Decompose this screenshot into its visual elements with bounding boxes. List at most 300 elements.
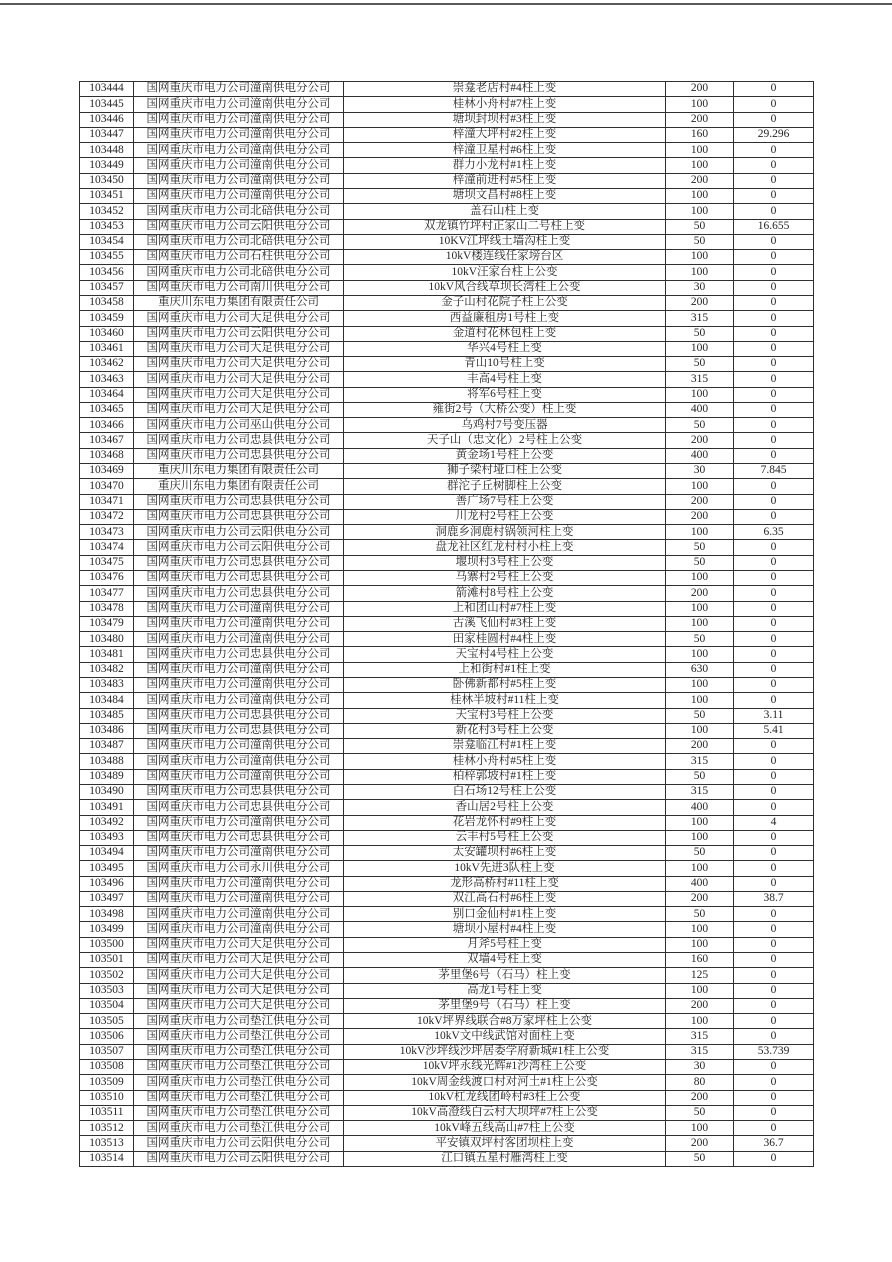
cell-id: 103487 xyxy=(80,739,134,754)
cell-name: 金子山村花院子柱上公变 xyxy=(344,295,666,310)
table-row xyxy=(80,464,814,479)
cell-capacity: 50 xyxy=(666,1151,734,1166)
cell-company: 国网重庆市电力公司潼南供电分公司 xyxy=(134,769,344,784)
table-row xyxy=(80,647,814,662)
cell-value: 0 xyxy=(734,846,814,861)
cell-company: 国网重庆市电力公司云阳供电分公司 xyxy=(134,525,344,540)
table-row xyxy=(80,800,814,815)
cell-name: 上和街村#1柱上变 xyxy=(344,662,666,677)
cell-company: 国网重庆市电力公司北碚供电分公司 xyxy=(134,204,344,219)
cell-company: 国网重庆市电力公司潼南供电分公司 xyxy=(134,97,344,112)
cell-id: 103491 xyxy=(80,800,134,815)
cell-name: 梓潼大坪村#2柱上变 xyxy=(344,127,666,142)
table-row xyxy=(80,280,814,295)
cell-id: 103449 xyxy=(80,158,134,173)
cell-value: 0 xyxy=(734,418,814,433)
cell-id: 103486 xyxy=(80,723,134,738)
cell-capacity: 630 xyxy=(666,662,734,677)
cell-id: 103514 xyxy=(80,1151,134,1166)
cell-company: 国网重庆市电力公司垫江供电分公司 xyxy=(134,1014,344,1029)
cell-company: 国网重庆市电力公司潼南供电分公司 xyxy=(134,662,344,677)
table-row xyxy=(80,693,814,708)
cell-id: 103500 xyxy=(80,937,134,952)
cell-capacity: 50 xyxy=(666,846,734,861)
cell-id: 103451 xyxy=(80,188,134,203)
cell-capacity: 400 xyxy=(666,876,734,891)
table-row xyxy=(80,937,814,952)
cell-company: 国网重庆市电力公司潼南供电分公司 xyxy=(134,616,344,631)
cell-name: 桂林小舟村#7柱上变 xyxy=(344,97,666,112)
table-row xyxy=(80,372,814,387)
table-row xyxy=(80,739,814,754)
cell-value: 0 xyxy=(734,922,814,937)
cell-company: 国网重庆市电力公司垫江供电分公司 xyxy=(134,1060,344,1075)
cell-capacity: 100 xyxy=(666,158,734,173)
cell-capacity: 160 xyxy=(666,127,734,142)
cell-value: 0 xyxy=(734,372,814,387)
cell-company: 国网重庆市电力公司永川供电分公司 xyxy=(134,861,344,876)
cell-value: 0 xyxy=(734,1090,814,1105)
cell-name: 古溪飞仙村#3柱上变 xyxy=(344,616,666,631)
cell-id: 103488 xyxy=(80,754,134,769)
cell-id: 103470 xyxy=(80,479,134,494)
cell-company: 国网重庆市电力公司潼南供电分公司 xyxy=(134,173,344,188)
cell-company: 国网重庆市电力公司云阳供电分公司 xyxy=(134,219,344,234)
cell-capacity: 100 xyxy=(666,188,734,203)
cell-name: 平安镇双坪村客团坝柱上变 xyxy=(344,1136,666,1151)
cell-id: 103497 xyxy=(80,891,134,906)
cell-id: 103468 xyxy=(80,448,134,463)
cell-name: 华兴4号柱上变 xyxy=(344,341,666,356)
cell-company: 国网重庆市电力公司忠县供电分公司 xyxy=(134,448,344,463)
cell-id: 103498 xyxy=(80,907,134,922)
table-row xyxy=(80,158,814,173)
cell-name: 茅里堡6号（石马）柱上变 xyxy=(344,968,666,983)
cell-value: 0 xyxy=(734,769,814,784)
cell-value: 0 xyxy=(734,97,814,112)
table-row xyxy=(80,662,814,677)
table-row xyxy=(80,1075,814,1090)
cell-value: 0 xyxy=(734,739,814,754)
cell-company: 国网重庆市电力公司垫江供电分公司 xyxy=(134,1105,344,1120)
cell-id: 103504 xyxy=(80,998,134,1013)
table-row xyxy=(80,97,814,112)
table-row xyxy=(80,525,814,540)
cell-capacity: 315 xyxy=(666,1044,734,1059)
cell-capacity: 200 xyxy=(666,295,734,310)
cell-name: 梓潼卫星村#6柱上变 xyxy=(344,143,666,158)
cell-capacity: 50 xyxy=(666,418,734,433)
cell-name: 桂林小舟村#5柱上变 xyxy=(344,754,666,769)
cell-id: 103480 xyxy=(80,632,134,647)
cell-value: 0 xyxy=(734,968,814,983)
table-row xyxy=(80,1105,814,1120)
table-row xyxy=(80,907,814,922)
cell-capacity: 315 xyxy=(666,754,734,769)
cell-name: 塘坝封坝村#3柱上变 xyxy=(344,112,666,127)
cell-value: 0 xyxy=(734,876,814,891)
cell-id: 103460 xyxy=(80,326,134,341)
cell-name: 卧佛新都村#5柱上变 xyxy=(344,677,666,692)
cell-capacity: 30 xyxy=(666,464,734,479)
page-top-edge xyxy=(0,3,892,5)
cell-name: 江口镇五星村雁湾柱上变 xyxy=(344,1151,666,1166)
cell-value: 0 xyxy=(734,112,814,127)
cell-capacity: 200 xyxy=(666,494,734,509)
table-row xyxy=(80,983,814,998)
table-row xyxy=(80,250,814,265)
table-row xyxy=(80,509,814,524)
cell-capacity: 100 xyxy=(666,922,734,937)
cell-value: 0 xyxy=(734,479,814,494)
table-row xyxy=(80,357,814,372)
cell-name: 柏梓郭坡村#1柱上变 xyxy=(344,769,666,784)
cell-value: 0 xyxy=(734,158,814,173)
cell-value: 0 xyxy=(734,1105,814,1120)
cell-id: 103492 xyxy=(80,815,134,830)
cell-capacity: 100 xyxy=(666,250,734,265)
table-row xyxy=(80,632,814,647)
cell-company: 国网重庆市电力公司忠县供电分公司 xyxy=(134,784,344,799)
table-row xyxy=(80,494,814,509)
cell-value: 0 xyxy=(734,861,814,876)
cell-value: 0 xyxy=(734,494,814,509)
cell-capacity: 400 xyxy=(666,448,734,463)
cell-company: 国网重庆市电力公司大足供电分公司 xyxy=(134,311,344,326)
cell-name: 崇龛临江村#1柱上变 xyxy=(344,739,666,754)
cell-id: 103507 xyxy=(80,1044,134,1059)
cell-company: 国网重庆市电力公司潼南供电分公司 xyxy=(134,188,344,203)
cell-id: 103471 xyxy=(80,494,134,509)
cell-value: 6.35 xyxy=(734,525,814,540)
cell-value: 0 xyxy=(734,677,814,692)
cell-company: 国网重庆市电力公司潼南供电分公司 xyxy=(134,922,344,937)
cell-capacity: 400 xyxy=(666,402,734,417)
cell-name: 白石场12号柱上公变 xyxy=(344,784,666,799)
cell-value: 0 xyxy=(734,953,814,968)
cell-value: 7.845 xyxy=(734,464,814,479)
cell-value: 5.41 xyxy=(734,723,814,738)
cell-capacity: 50 xyxy=(666,632,734,647)
cell-capacity: 50 xyxy=(666,357,734,372)
cell-company: 国网重庆市电力公司潼南供电分公司 xyxy=(134,632,344,647)
cell-name: 西益廉租房1号柱上变 xyxy=(344,311,666,326)
table-row xyxy=(80,219,814,234)
cell-company: 国网重庆市电力公司忠县供电分公司 xyxy=(134,830,344,845)
cell-value: 3.11 xyxy=(734,708,814,723)
cell-id: 103512 xyxy=(80,1121,134,1136)
cell-value: 0 xyxy=(734,937,814,952)
table-row xyxy=(80,677,814,692)
table-row xyxy=(80,555,814,570)
cell-value: 0 xyxy=(734,1075,814,1090)
cell-capacity: 100 xyxy=(666,830,734,845)
cell-id: 103450 xyxy=(80,173,134,188)
cell-company: 国网重庆市电力公司潼南供电分公司 xyxy=(134,846,344,861)
cell-name: 黄金场1号柱上公变 xyxy=(344,448,666,463)
cell-company: 国网重庆市电力公司潼南供电分公司 xyxy=(134,739,344,754)
cell-value: 0 xyxy=(734,250,814,265)
cell-value: 0 xyxy=(734,586,814,601)
table-row xyxy=(80,586,814,601)
table-row xyxy=(80,571,814,586)
cell-value: 0 xyxy=(734,1014,814,1029)
cell-capacity: 200 xyxy=(666,112,734,127)
cell-value: 0 xyxy=(734,784,814,799)
cell-company: 国网重庆市电力公司潼南供电分公司 xyxy=(134,601,344,616)
cell-value: 0 xyxy=(734,311,814,326)
table-row xyxy=(80,708,814,723)
table-row xyxy=(80,784,814,799)
cell-value: 38.7 xyxy=(734,891,814,906)
cell-value: 0 xyxy=(734,632,814,647)
cell-company: 国网重庆市电力公司忠县供电分公司 xyxy=(134,723,344,738)
cell-capacity: 200 xyxy=(666,82,734,97)
table-row xyxy=(80,754,814,769)
cell-company: 国网重庆市电力公司大足供电分公司 xyxy=(134,387,344,402)
cell-id: 103454 xyxy=(80,234,134,249)
cell-name: 双墙4号柱上变 xyxy=(344,953,666,968)
cell-name: 群力小龙村#1柱上变 xyxy=(344,158,666,173)
cell-name: 上和团山村#7柱上变 xyxy=(344,601,666,616)
cell-company: 国网重庆市电力公司大足供电分公司 xyxy=(134,341,344,356)
table-row xyxy=(80,830,814,845)
cell-name: 花岩龙怀村#9柱上变 xyxy=(344,815,666,830)
cell-company: 国网重庆市电力公司云阳供电分公司 xyxy=(134,540,344,555)
cell-capacity: 100 xyxy=(666,616,734,631)
cell-id: 103463 xyxy=(80,372,134,387)
cell-company: 国网重庆市电力公司垫江供电分公司 xyxy=(134,1121,344,1136)
cell-name: 别口金仙村#1柱上变 xyxy=(344,907,666,922)
cell-value: 0 xyxy=(734,280,814,295)
cell-capacity: 100 xyxy=(666,861,734,876)
cell-value: 0 xyxy=(734,173,814,188)
cell-capacity: 50 xyxy=(666,708,734,723)
table-row xyxy=(80,295,814,310)
table-row xyxy=(80,723,814,738)
cell-capacity: 200 xyxy=(666,998,734,1013)
cell-capacity: 50 xyxy=(666,555,734,570)
cell-value: 0 xyxy=(734,1060,814,1075)
cell-capacity: 200 xyxy=(666,173,734,188)
cell-company: 国网重庆市电力公司忠县供电分公司 xyxy=(134,647,344,662)
cell-company: 国网重庆市电力公司大足供电分公司 xyxy=(134,402,344,417)
cell-name: 10kV汪家台柱上公变 xyxy=(344,265,666,280)
cell-name: 箭滩村8号柱上公变 xyxy=(344,586,666,601)
table-row xyxy=(80,1060,814,1075)
cell-company: 重庆川东电力集团有限责任公司 xyxy=(134,464,344,479)
table-row xyxy=(80,112,814,127)
cell-value: 0 xyxy=(734,693,814,708)
table-row xyxy=(80,234,814,249)
cell-value: 0 xyxy=(734,341,814,356)
cell-capacity: 100 xyxy=(666,1121,734,1136)
cell-value: 0 xyxy=(734,1029,814,1044)
cell-company: 国网重庆市电力公司石柱供电分公司 xyxy=(134,250,344,265)
transformer-table xyxy=(79,81,814,1167)
cell-name: 崇龛老店村#4柱上变 xyxy=(344,82,666,97)
cell-id: 103493 xyxy=(80,830,134,845)
cell-capacity: 50 xyxy=(666,907,734,922)
table-row xyxy=(80,418,814,433)
table-row xyxy=(80,601,814,616)
table-row xyxy=(80,1029,814,1044)
cell-company: 重庆川东电力集团有限责任公司 xyxy=(134,295,344,310)
cell-name: 青山10号柱上变 xyxy=(344,357,666,372)
cell-name: 桂林半坡村#11柱上变 xyxy=(344,693,666,708)
cell-id: 103490 xyxy=(80,784,134,799)
cell-name: 梓潼前进村#5柱上变 xyxy=(344,173,666,188)
table-body xyxy=(80,82,814,1167)
cell-value: 0 xyxy=(734,82,814,97)
cell-capacity: 100 xyxy=(666,143,734,158)
cell-company: 国网重庆市电力公司巫山供电分公司 xyxy=(134,418,344,433)
cell-id: 103469 xyxy=(80,464,134,479)
table-row xyxy=(80,891,814,906)
table-row xyxy=(80,1151,814,1166)
cell-id: 103477 xyxy=(80,586,134,601)
cell-name: 金道村花林包柱上变 xyxy=(344,326,666,341)
cell-capacity: 315 xyxy=(666,1029,734,1044)
cell-id: 103458 xyxy=(80,295,134,310)
cell-value: 0 xyxy=(734,188,814,203)
cell-company: 国网重庆市电力公司垫江供电分公司 xyxy=(134,1075,344,1090)
cell-capacity: 315 xyxy=(666,784,734,799)
cell-name: 天宝村4号柱上公变 xyxy=(344,647,666,662)
cell-id: 103465 xyxy=(80,402,134,417)
cell-company: 国网重庆市电力公司潼南供电分公司 xyxy=(134,158,344,173)
cell-capacity: 100 xyxy=(666,571,734,586)
cell-company: 国网重庆市电力公司垫江供电分公司 xyxy=(134,1044,344,1059)
cell-id: 103459 xyxy=(80,311,134,326)
cell-id: 103501 xyxy=(80,953,134,968)
cell-name: 马寨村2号柱上公变 xyxy=(344,571,666,586)
cell-capacity: 100 xyxy=(666,647,734,662)
cell-name: 太安罐坝村#6柱上变 xyxy=(344,846,666,861)
table-row xyxy=(80,1014,814,1029)
cell-capacity: 100 xyxy=(666,1014,734,1029)
cell-company: 国网重庆市电力公司忠县供电分公司 xyxy=(134,433,344,448)
cell-value: 53.739 xyxy=(734,1044,814,1059)
cell-name: 10kV杠龙线团岭村#3柱上公变 xyxy=(344,1090,666,1105)
cell-id: 103475 xyxy=(80,555,134,570)
cell-value: 0 xyxy=(734,571,814,586)
cell-name: 将军6号柱上变 xyxy=(344,387,666,402)
cell-capacity: 50 xyxy=(666,219,734,234)
cell-id: 103456 xyxy=(80,265,134,280)
cell-value: 0 xyxy=(734,143,814,158)
cell-id: 103476 xyxy=(80,571,134,586)
cell-name: 丰高4号柱上变 xyxy=(344,372,666,387)
cell-value: 0 xyxy=(734,402,814,417)
cell-value: 0 xyxy=(734,1121,814,1136)
cell-value: 0 xyxy=(734,662,814,677)
cell-name: 双龙镇竹坪村正家山二号柱上变 xyxy=(344,219,666,234)
cell-capacity: 100 xyxy=(666,479,734,494)
cell-capacity: 160 xyxy=(666,953,734,968)
table-row xyxy=(80,998,814,1013)
cell-id: 103509 xyxy=(80,1075,134,1090)
table-row xyxy=(80,127,814,142)
table-row xyxy=(80,846,814,861)
table-row xyxy=(80,265,814,280)
cell-company: 国网重庆市电力公司忠县供电分公司 xyxy=(134,800,344,815)
cell-name: 茅里堡9号（石马）柱上变 xyxy=(344,998,666,1013)
cell-id: 103462 xyxy=(80,357,134,372)
cell-value: 0 xyxy=(734,983,814,998)
cell-name: 龙形高桥村#11柱上变 xyxy=(344,876,666,891)
table-row xyxy=(80,173,814,188)
table-row xyxy=(80,311,814,326)
cell-company: 国网重庆市电力公司北碚供电分公司 xyxy=(134,265,344,280)
table-row xyxy=(80,540,814,555)
cell-id: 103478 xyxy=(80,601,134,616)
cell-name: 塘坝小屋村#4柱上变 xyxy=(344,922,666,937)
cell-company: 国网重庆市电力公司忠县供电分公司 xyxy=(134,571,344,586)
cell-value: 0 xyxy=(734,555,814,570)
table-row xyxy=(80,188,814,203)
cell-value: 0 xyxy=(734,616,814,631)
cell-name: 乌鸡村7号变压器 xyxy=(344,418,666,433)
cell-capacity: 100 xyxy=(666,983,734,998)
cell-company: 国网重庆市电力公司潼南供电分公司 xyxy=(134,112,344,127)
cell-id: 103446 xyxy=(80,112,134,127)
table-row xyxy=(80,143,814,158)
cell-name: 洞鹿乡洞鹿村锅领河柱上变 xyxy=(344,525,666,540)
cell-name: 10kV文中线武馆对面柱上变 xyxy=(344,1029,666,1044)
cell-name: 堰坝村3号柱上公变 xyxy=(344,555,666,570)
cell-id: 103495 xyxy=(80,861,134,876)
cell-company: 国网重庆市电力公司大足供电分公司 xyxy=(134,937,344,952)
cell-company: 国网重庆市电力公司潼南供电分公司 xyxy=(134,815,344,830)
cell-company: 国网重庆市电力公司忠县供电分公司 xyxy=(134,494,344,509)
cell-value: 0 xyxy=(734,754,814,769)
cell-value: 0 xyxy=(734,509,814,524)
cell-value: 0 xyxy=(734,234,814,249)
cell-value: 0 xyxy=(734,204,814,219)
cell-name: 高龙1号柱上变 xyxy=(344,983,666,998)
cell-id: 103502 xyxy=(80,968,134,983)
cell-capacity: 100 xyxy=(666,677,734,692)
cell-company: 国网重庆市电力公司忠县供电分公司 xyxy=(134,509,344,524)
cell-id: 103472 xyxy=(80,509,134,524)
cell-value: 0 xyxy=(734,387,814,402)
cell-capacity: 30 xyxy=(666,1060,734,1075)
cell-company: 国网重庆市电力公司忠县供电分公司 xyxy=(134,555,344,570)
cell-capacity: 100 xyxy=(666,601,734,616)
cell-capacity: 50 xyxy=(666,1105,734,1120)
cell-id: 103445 xyxy=(80,97,134,112)
cell-id: 103466 xyxy=(80,418,134,433)
cell-capacity: 50 xyxy=(666,326,734,341)
cell-id: 103483 xyxy=(80,677,134,692)
cell-value: 4 xyxy=(734,815,814,830)
cell-value: 0 xyxy=(734,295,814,310)
cell-company: 国网重庆市电力公司潼南供电分公司 xyxy=(134,677,344,692)
cell-id: 103511 xyxy=(80,1105,134,1120)
cell-name: 10kV沙坪线沙坪居委学府新城#1柱上公变 xyxy=(344,1044,666,1059)
cell-id: 103485 xyxy=(80,708,134,723)
cell-company: 国网重庆市电力公司潼南供电分公司 xyxy=(134,143,344,158)
cell-id: 103506 xyxy=(80,1029,134,1044)
cell-name: 10kV先进3队柱上变 xyxy=(344,861,666,876)
cell-id: 103499 xyxy=(80,922,134,937)
table-row xyxy=(80,953,814,968)
cell-id: 103503 xyxy=(80,983,134,998)
cell-company: 国网重庆市电力公司大足供电分公司 xyxy=(134,983,344,998)
cell-id: 103457 xyxy=(80,280,134,295)
table-row xyxy=(80,433,814,448)
